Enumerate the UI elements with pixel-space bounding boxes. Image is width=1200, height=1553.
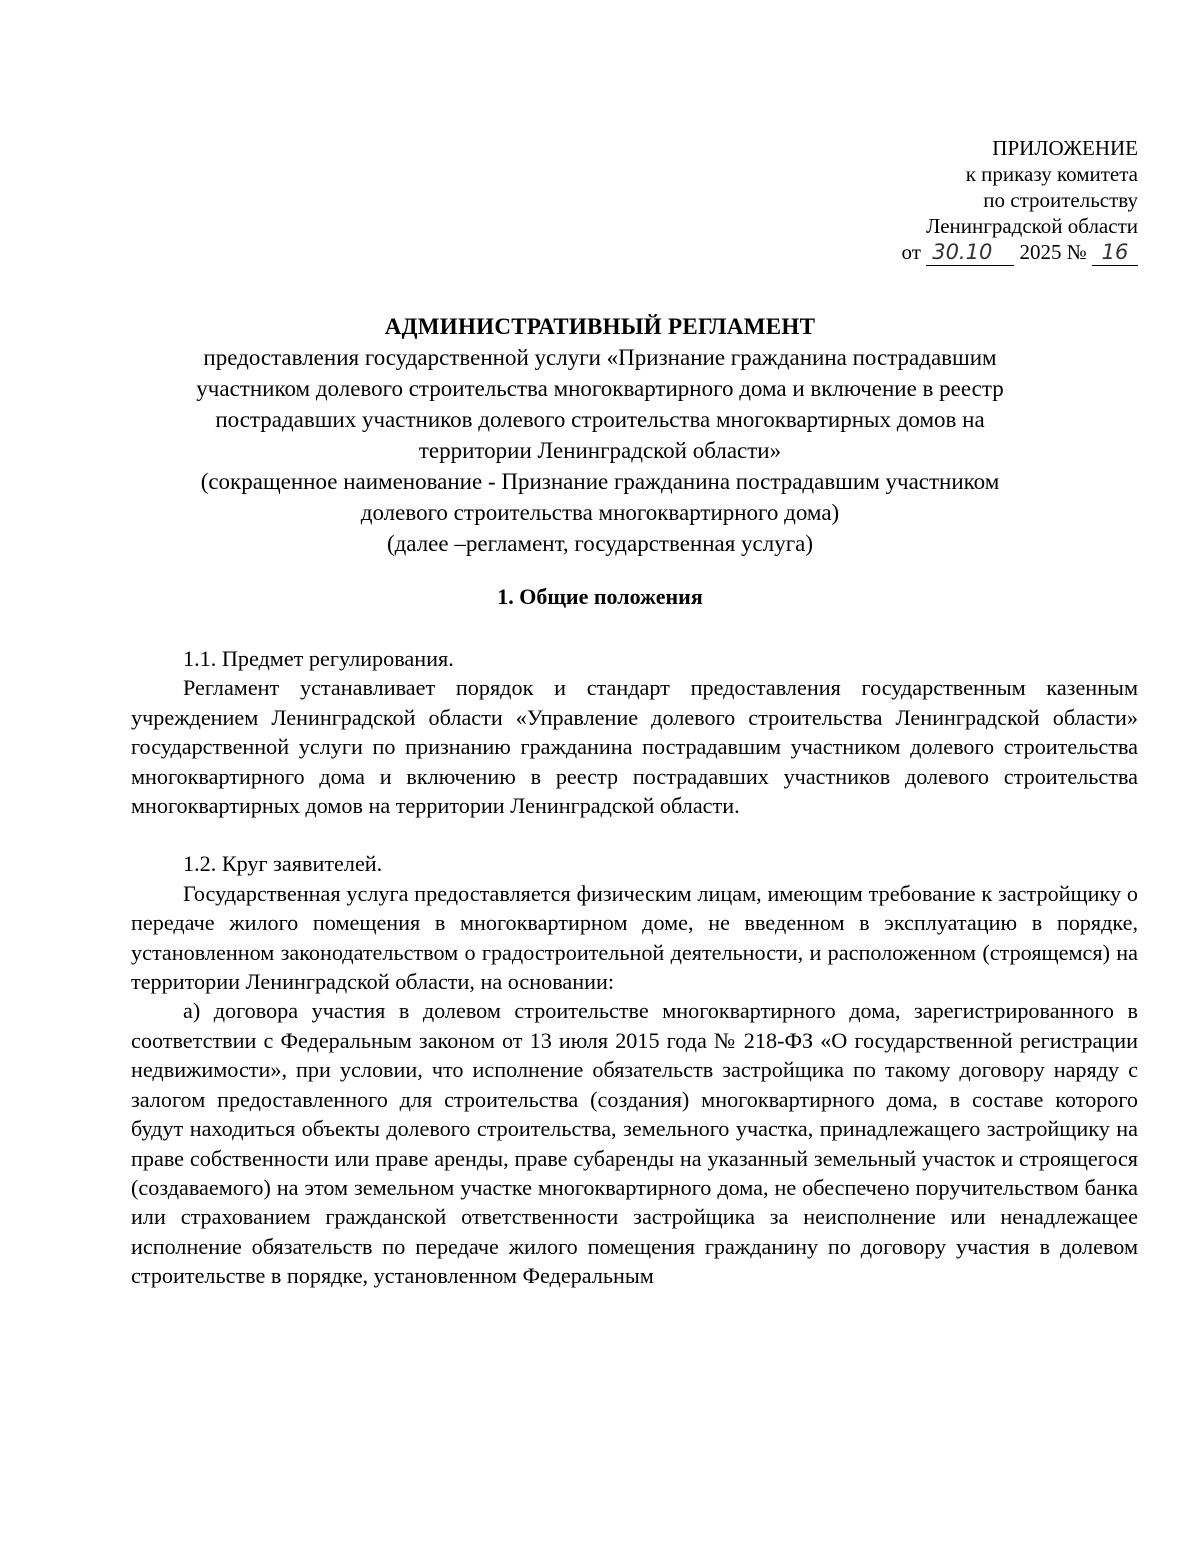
- year-number-label: 2025 №: [1019, 240, 1087, 264]
- paragraph-1-1-text: Регламент устанавливает порядок и стандарт предоставления государственным казенным учреждением Ленинградской области «Управление долевого строительства Ленинградской области» государственной услуги по признанию гражданина пострадавшим участником долевого строительства многоквартирного дома и включению в реестр пострадавших участников долевого строительства многоквартирных домов на территории Ленинградской области.: [131, 675, 1138, 819]
- handwritten-number: 16: [1092, 239, 1138, 266]
- document-title-block: [130, 311, 1070, 559]
- document-body: [131, 644, 1138, 1291]
- title-subline-7: (далее –регламент, государственная услуга): [386, 531, 814, 556]
- title-subline-3: пострадавших участников долевого строительства многоквартирных домов на: [215, 407, 985, 432]
- list-item-a: а) договора участия в долевом строительстве многоквартирного дома, зарегистрированного в соответствии с Федеральным законом от 13 июля 2015 года № 218-ФЗ «О государственной регистрации недвижимости», при условии, что исполнение обязательств застройщика по такому договору наряду с залогом предоставленного для строительства (создания) многоквартирного дома, в составе которого будут находиться объекты долевого строительства, земельного участка, принадлежащего застройщику на праве собственности или праве аренды, праве субаренды на указанный земельный участок и строящегося (создаваемого) на этом земельном участке многоквартирного дома, не обеспечено поручительством банка или страхованием гражданской ответственности застройщика за неисполнение или ненадлежащее исполнение обязательств по передаче жилого помещения гражданину по договору участия в долевом строительстве в порядке, установленном Федеральным: [131, 998, 1138, 1289]
- annex-date-line: [902, 239, 1138, 266]
- paragraph-1-2-title: 1.2. Круг заявителей.: [183, 851, 383, 877]
- paragraph-1-2-text: Государственная услуга предоставляется физическим лицам, имеющим требование к застройщику о передаче жилого помещения в многоквартирном доме, не введенном в эксплуатацию в порядке, установленном законодательством о градостроительной деятельности, и расположенном (строящемся) на территории Ленинградской области, на основании:: [131, 880, 1138, 995]
- title-subline-1: предоставления государственной услуги «Признание гражданина пострадавшим: [203, 345, 997, 370]
- annex-line-3: Ленинградской области: [926, 214, 1138, 238]
- annex-line-2: по строительству: [983, 188, 1138, 212]
- handwritten-date: 30.10: [926, 239, 1014, 266]
- date-prefix: от: [901, 240, 921, 264]
- document-title: АДМИНИСТРАТИВНЫЙ РЕГЛАМЕНТ: [384, 314, 816, 339]
- title-subline-6: долевого строительства многоквартирного дома): [360, 500, 840, 525]
- annex-line-1: к приказу комитета: [965, 162, 1138, 186]
- paragraph-1-1-title: 1.1. Предмет регулирования.: [183, 646, 454, 671]
- annex-block: [902, 135, 1138, 266]
- title-subline-5: (сокращенное наименование - Признание гражданина пострадавшим участником: [200, 469, 1000, 494]
- title-subline-2: участником долевого строительства многоквартирного дома и включение в реестр: [196, 376, 1004, 401]
- annex-title: ПРИЛОЖЕНИЕ: [992, 136, 1138, 160]
- section-heading: 1. Общие положения: [497, 584, 703, 609]
- title-subline-4: территории Ленинградской области»: [418, 438, 782, 463]
